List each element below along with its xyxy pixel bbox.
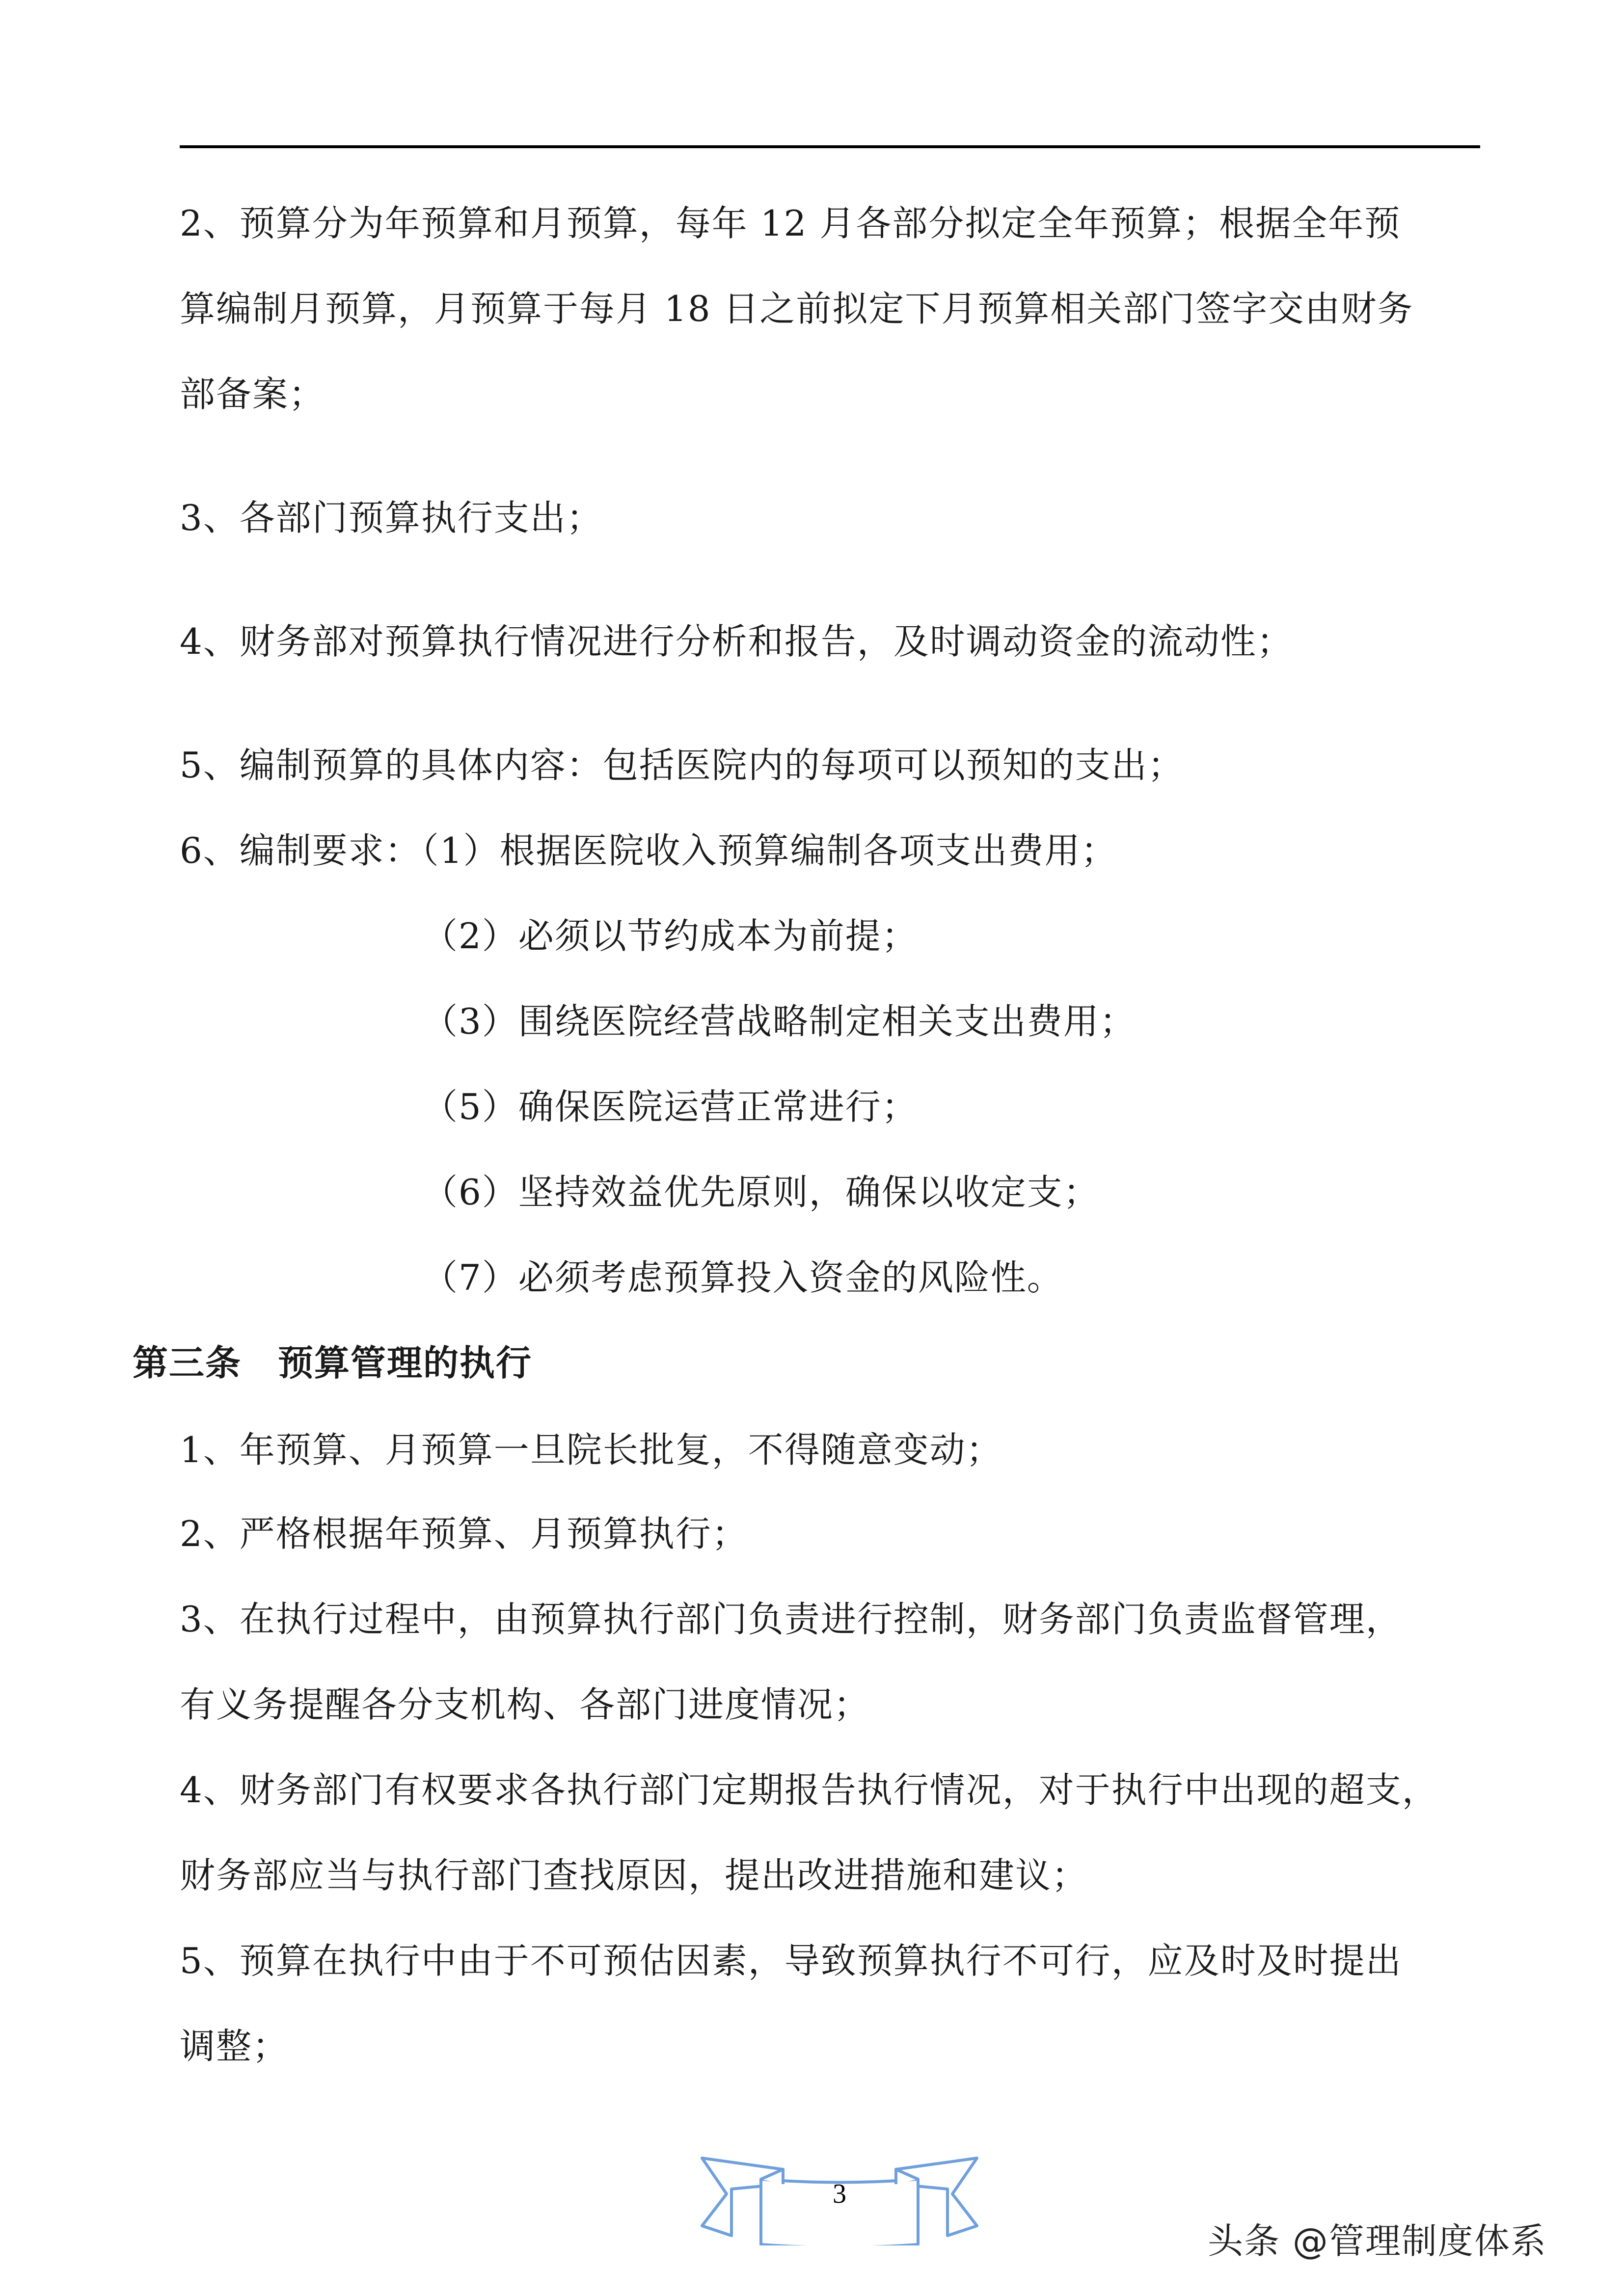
requirement-item: （6）坚持效益优先原则，确保以收定支； [422, 1172, 1100, 1213]
paragraph-line: 1、年预算、月预算一旦院长批复，不得随意变动； [180, 1429, 1002, 1470]
requirement-item: （2）必须以节约成本为前提； [422, 915, 918, 957]
paragraph-line: 2、严格根据年预算、月预算执行； [180, 1513, 748, 1554]
requirement-item: （7）必须考虑预算投入资金的风险性。 [422, 1257, 1063, 1298]
paragraph-line: 财务部应当与执行部门查找原因，提出改进措施和建议； [180, 1855, 1088, 1896]
page-number: 3 [833, 2179, 846, 2209]
requirement-item: （5）确保医院运营正常进行； [422, 1086, 918, 1127]
paragraph-line: 4、财务部门有权要求各执行部门定期报告执行情况，对于执行中出现的超支， [180, 1769, 1438, 1811]
paragraph-line: 3、各部门预算执行支出； [180, 497, 603, 538]
paragraph-line: 4、财务部对预算执行情况进行分析和报告，及时调动资金的流动性； [180, 621, 1293, 662]
requirement-item: （3）围绕医院经营战略制定相关支出费用； [422, 1001, 1136, 1042]
watermark: 头条 @管理制度体系 [1208, 2220, 1547, 2262]
paragraph-line: 3、在执行过程中，由预算执行部门负责进行控制，财务部门负责监督管理， [180, 1599, 1402, 1640]
paragraph-line: 有义务提醒各分支机构、各部门进度情况； [180, 1684, 870, 1725]
header-rule [180, 145, 1480, 148]
paragraph-line: 5、编制预算的具体内容：包括医院内的每项可以预知的支出； [180, 745, 1184, 786]
paragraph-line: 部备案； [180, 374, 325, 415]
paragraph-line: 调整； [180, 2026, 289, 2067]
paragraph-line: 5、预算在执行中由于不可预估因素，导致预算执行不可行，应及时及时提出 [180, 1940, 1402, 1981]
paragraph-line: 算编制月预算，月预算于每月 18 日之前拟定下月预算相关部门签字交由财务 [180, 288, 1414, 329]
paragraph-line: 6、编制要求：（1）根据医院收入预算编制各项支出费用； [180, 830, 1117, 871]
paragraph-line: 2、预算分为年预算和月预算，每年 12 月各部分拟定全年预算；根据全年预 [180, 203, 1401, 244]
section-heading: 第三条 预算管理的执行 [133, 1342, 533, 1384]
